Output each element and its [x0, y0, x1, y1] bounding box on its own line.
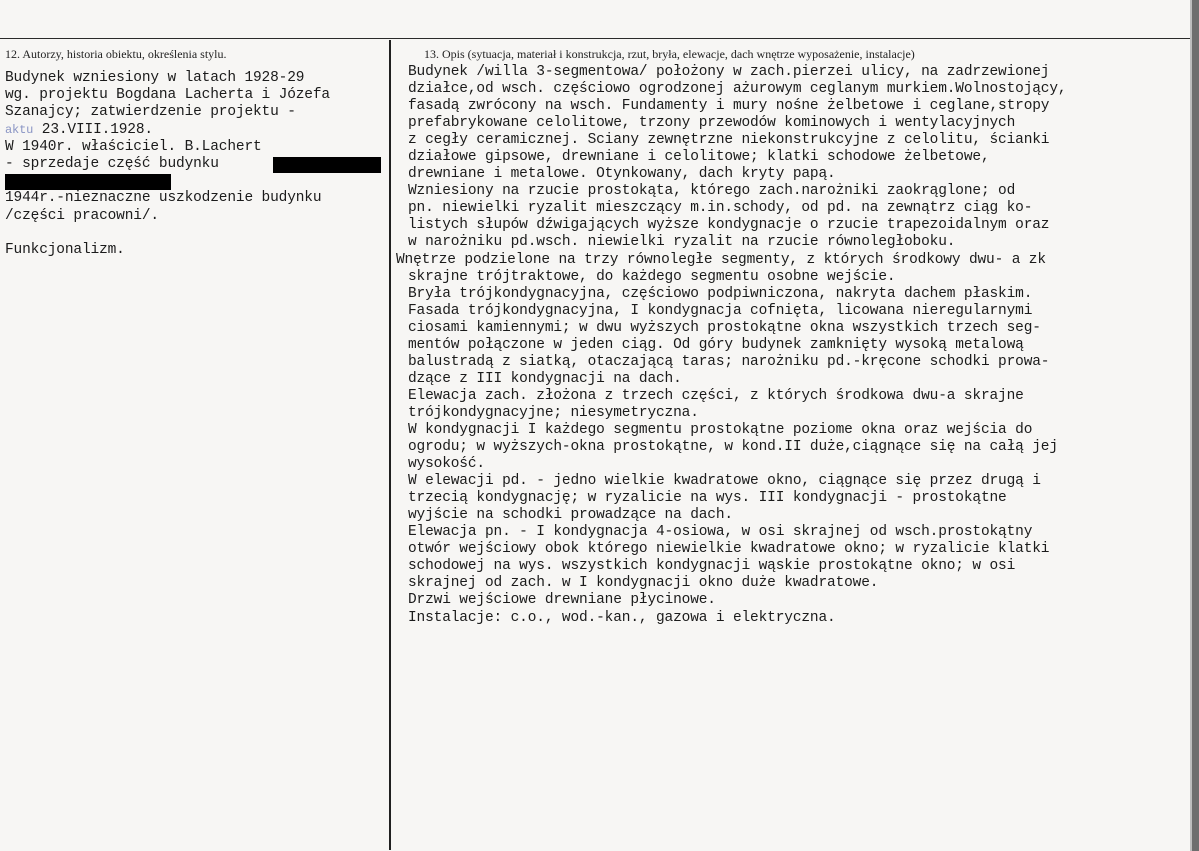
- history-line: 1944r.-nieznaczne uszkodzenie budynku: [5, 190, 322, 207]
- description-line: W elewacji pd. - jedno wielkie kwadratowe okno, ciągnące się przez drugą i: [408, 473, 1041, 490]
- history-line: [5, 122, 330, 139]
- description-line: pn. niewielki ryzalit mieszczący m.in.schody, od pd. na zewnątrz ciąg ko-: [408, 200, 1033, 217]
- section-12-heading: 12. Autorzy, historia obiektu, określenia stylu.: [5, 47, 227, 61]
- description-line: dzące z III kondygnacji na dach.: [408, 370, 682, 387]
- redaction-bar: [273, 157, 381, 173]
- description-line: Wzniesiony na rzucie prostokąta, którego zach.narożniki zaokrąglone; od: [408, 183, 1016, 200]
- description-line: Drzwi wejściowe drewniane płycinowe.: [408, 592, 716, 609]
- description-line: Budynek /willa 3-segmentowa/ położony w zach.pierzei ulicy, na zadrzewionej: [408, 64, 1050, 80]
- description-line: listych słupów dźwigających wyższe kondygnacje o rzucie trapezoidalnym oraz: [408, 217, 1050, 234]
- description-line: Fasada trójkondygnacyjna, I kondygnacja cofnięta, licowana nieregularnymi: [408, 302, 1033, 319]
- description-line: działowe gipsowe, drewniane i celolitowe; klatki schodowe żelbetowe,: [408, 149, 990, 166]
- column-divider: [389, 40, 391, 850]
- blank-line: [5, 225, 330, 242]
- description-line: W kondygnacji I każdego segmentu prostokątne poziome okna oraz wejścia do: [408, 421, 1033, 438]
- description-line: Wnętrze podzielone na trzy równoległe segmenty, z których środkowy dwu- a zk: [396, 251, 1046, 268]
- description-line: Elewacja zach. złożona z trzech części, z których środkowa dwu-a skrajne: [408, 387, 1024, 404]
- history-line: Szanajcy; zatwierdzenie projektu -: [5, 104, 296, 121]
- faded-annotation: aktu: [5, 122, 34, 137]
- description-line: mentów połączone w jeden ciąg. Od góry budynek zamknięty wysoką metalową: [408, 336, 1024, 353]
- description-line: trzecią kondygnację; w ryzalicie na wys. III kondygnacji - prostokątne: [408, 490, 1007, 507]
- style-label: Funkcjonalizm.: [5, 241, 125, 258]
- description-line: skrajne trójtraktowe, do każdego segmentu osobne wejście.: [408, 268, 896, 285]
- redaction-bar: [5, 174, 171, 190]
- description-line: balustradą z siatką, otaczającą taras; narożniku pd.-kręcone schodki prowa-: [408, 353, 1050, 370]
- description-line: schodowej na wys. wszystkich kondygnacji wąskie prostokątne okno; w osi: [408, 558, 1016, 575]
- description-line: trójkondygnacyjne; niesymetryczna.: [408, 404, 699, 421]
- approval-date: 23.VIII.1928.: [41, 121, 153, 138]
- header-rule: [0, 38, 1190, 39]
- description-line: Instalacje: c.o., wod.-kan., gazowa i elektryczna.: [408, 609, 836, 626]
- description-text: [396, 64, 1066, 627]
- description-line: Elewacja pn. - I kondygnacja 4-osiowa, w osi skrajnej od wsch.prostokątny: [408, 524, 1033, 541]
- history-line: Budynek wzniesiony w latach 1928-29: [5, 70, 305, 86]
- description-line: ogrodu; w wyższych-okna prostokątne, w kond.II duże,ciągnące się na całą jej: [408, 439, 1058, 456]
- description-line: wyjście na schodki prowadzące na dach.: [408, 507, 733, 524]
- description-line: działce,od wsch. częściowo ogrodzonej ażurowym ceglanym murkiem.Wolnostojący,: [408, 81, 1067, 98]
- description-line: fasadą zwrócony na wsch. Fundamenty i mury nośne żelbetowe i ceglane,stropy: [408, 98, 1050, 115]
- history-line: wg. projektu Bogdana Lacherta i Józefa: [5, 87, 330, 104]
- description-line: prefabrykowane celolitowe, trzony przewodów kominowych i wentylacyjnych: [408, 115, 1016, 132]
- description-line: otwór wejściowy obok którego niewielkie kwadratowe okno; w ryzalicie klatki: [408, 541, 1050, 558]
- history-line: - sprzedaje część budynku: [5, 155, 219, 172]
- history-line: /części pracowni/.: [5, 207, 159, 224]
- description-line: drewniane i metalowe. Otynkowany, dach kryty papą.: [408, 166, 836, 183]
- description-line: skrajnej od zach. w I kondygnacji okno duże kwadratowe.: [408, 575, 879, 592]
- history-line: W 1940r. właściciel. B.Lachert: [5, 138, 262, 155]
- description-line: z cegły ceramicznej. Sciany zewnętrzne niekonstrukcyjne z celolitu, ścianki: [408, 132, 1050, 149]
- description-line: w narożniku pd.wsch. niewielki ryzalit na rzucie równoległoboku.: [408, 234, 956, 251]
- description-line: Bryła trójkondygnacyjna, częściowo podpiwniczona, nakryta dachem płaskim.: [408, 285, 1033, 302]
- section-13-heading: 13. Opis (sytuacja, materiał i konstrukcja, rzut, bryła, elewacje, dach wnętrze wyposażenie, instalacje): [424, 47, 915, 61]
- description-line: wysokość.: [408, 456, 485, 473]
- description-line: ciosami kamiennymi; w dwu wyższych prostokątne okna wszystkich trzech seg-: [408, 319, 1041, 336]
